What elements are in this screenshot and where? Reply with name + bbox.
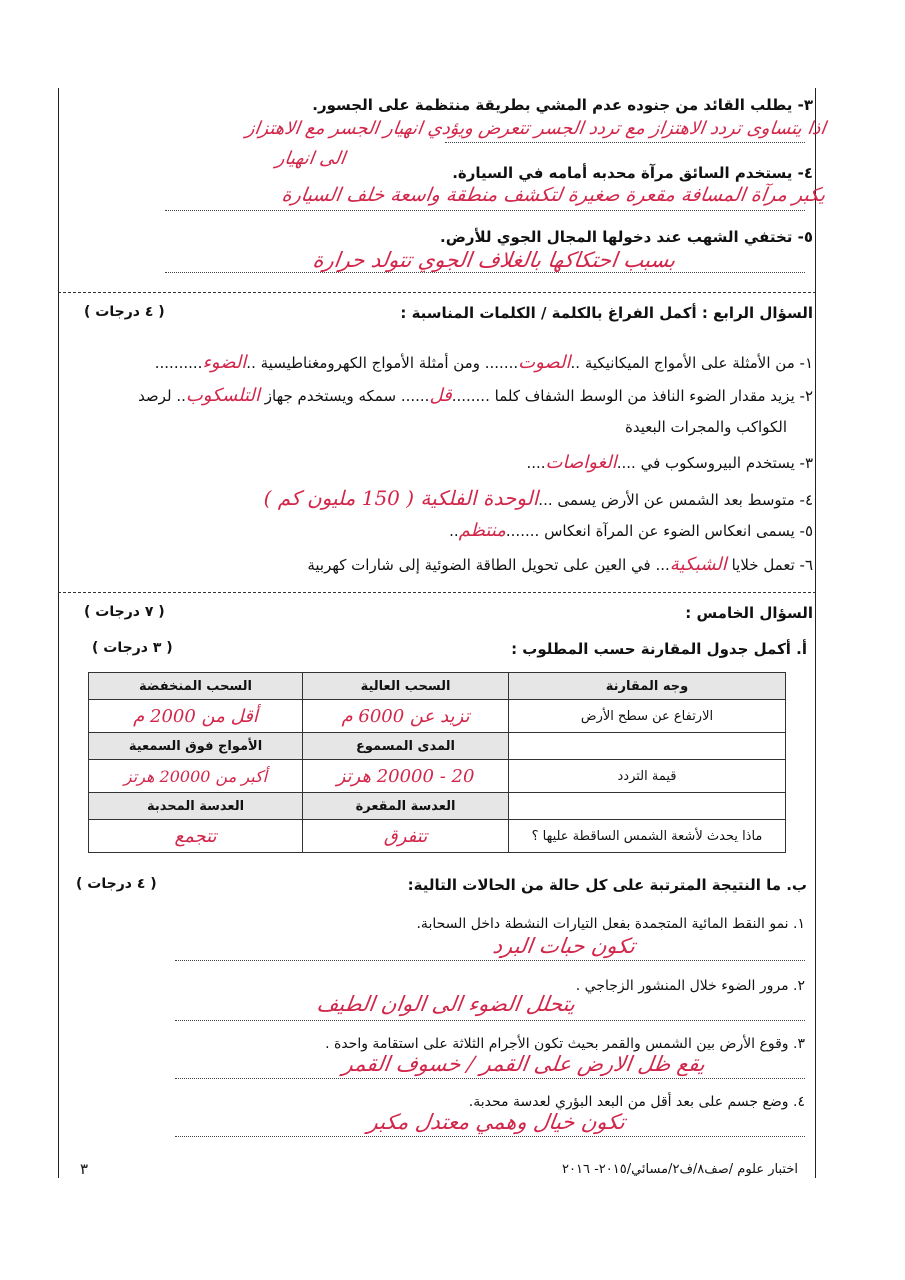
result-item-3-line — [175, 1078, 805, 1079]
q5-prompt: ٥- تختفي الشهب عند دخولها المجال الجوي للأرض. — [440, 228, 813, 246]
column-header: العدسة المقعرة — [303, 793, 509, 820]
aspect-cell: قيمة التردد — [509, 760, 786, 793]
q4-answer-line — [165, 210, 805, 211]
fill-item-2-text-c: لرصد — [138, 387, 172, 405]
aspect-header: وجه المقارنة — [509, 673, 786, 700]
q5-grade: ( ٧ درجات ) — [84, 604, 165, 620]
table-row — [89, 820, 786, 853]
q5-handwritten-answer: بسبب احتكاكها بالغلاف الجوي تتولد حرارة — [311, 248, 677, 272]
fill-item-3-answer: الغواصات — [545, 452, 617, 473]
q5a-grade: ( ٣ درجات ) — [92, 640, 173, 656]
result-item-3-prompt: ٣. وقوع الأرض بين الشمس والقمر بحيث تكون الأجرام الثلاثة على استقامة واحدة . — [325, 1036, 805, 1052]
fill-item-4-text: ٤- متوسط بعد الشمس عن الأرض يسمى — [557, 491, 813, 509]
q4-title: السؤال الرابع : أكمل الفراغ بالكلمة / الكلمات المناسبة : — [400, 304, 813, 322]
fill-item-3-text: ٣- يستخدم البيروسكوب في — [640, 454, 813, 472]
q5-answer-line — [165, 272, 805, 273]
answer-cell: تتجمع — [174, 825, 217, 847]
table-header-row — [89, 793, 786, 820]
fill-item-2-cont: الكواكب والمجرات البعيدة — [624, 418, 787, 436]
result-item-1-line — [175, 960, 805, 961]
answer-cell: أكبر من 20000 هرتز — [123, 766, 268, 786]
column-header: السحب المنخفضة — [89, 673, 303, 700]
q3-prompt: ٣- يطلب القائد من جنوده عدم المشي بطريقة منتظمة على الجسور. — [312, 96, 813, 114]
answer-cell: 20 - 20000 هرتز — [336, 765, 475, 787]
result-item-4-line — [175, 1136, 805, 1137]
column-header: العدسة المحدبة — [89, 793, 303, 820]
result-item-2-line — [175, 1020, 805, 1021]
q4-prompt: ٤- يستخدم السائق مرآة محدبه أمامه في السيارة. — [452, 164, 813, 182]
result-item-4-prompt: ٤. وضع جسم على بعد أقل من البعد البؤري لعدسة محدبة. — [468, 1094, 805, 1110]
answer-cell: تتفرق — [383, 825, 428, 847]
q3-handwritten-answer-cont: الى انهيار — [274, 148, 347, 169]
q5-title: السؤال الخامس : — [685, 604, 813, 622]
q5b-grade: ( ٤ درجات ) — [76, 876, 157, 892]
q4-handwritten-answer: يكبر مرآة المسافة مقعرة صغيرة لتكشف منطقة واسعة خلف السيارة — [280, 184, 827, 206]
q3-answer-line — [445, 142, 805, 143]
result-item-1-answer: تكون حبات البرد — [491, 934, 637, 958]
fill-item-1: ١- من الأمثلة على الأمواج الميكانيكية ..الصوت....... ومن أمثلة الأمواج الكهرومغناطيسية ..الضوء.......... — [154, 352, 813, 373]
footer-exam-info: اختبار علوم /صف٨/ف٢/مسائي/٢٠١٥- ٢٠١٦ — [562, 1162, 798, 1177]
page-number: ٣ — [80, 1160, 89, 1178]
fill-item-2-answer-b: التلسكوب — [185, 385, 260, 406]
table-header-row — [89, 733, 786, 760]
fill-item-2: ٢- يزيد مقدار الضوء النافذ من الوسط الشفاف كلما ........قل...... سمكه ويستخدم جهاز التلسكوب.. لرصد — [138, 385, 813, 406]
fill-item-6-text-b: في العين على تحويل الطاقة الضوئية إلى شارات كهربية — [307, 556, 651, 574]
fill-item-3: ٣- يستخدم البيروسكوب في ....الغواصات.... — [526, 452, 813, 473]
table-row — [89, 700, 786, 733]
table-header-row — [89, 673, 786, 700]
q5a-title: أ. أكمل جدول المقارنة حسب المطلوب : — [511, 640, 807, 658]
fill-item-2-answer-a: قل — [429, 385, 452, 406]
q5b-title: ب. ما النتيجة المترتبة على كل حالة من الحالات التالية: — [407, 876, 807, 894]
result-item-1-prompt: ١. نمو النقط المائية المتجمدة بفعل التيارات النشطة داخل السحابة. — [416, 916, 805, 932]
fill-item-1-answer-a: الصوت — [518, 352, 571, 373]
fill-item-4: ٤- متوسط بعد الشمس عن الأرض يسمى ...الوحدة الفلكية ( 150 مليون كم ) — [263, 486, 813, 510]
table-row — [89, 760, 786, 793]
fill-item-6: ٦- تعمل خلايا الشبكية... في العين على تحويل الطاقة الضوئية إلى شارات كهربية — [307, 554, 813, 575]
comparison-table — [88, 672, 786, 853]
column-header: المدى المسموع — [303, 733, 509, 760]
column-header: الأمواج فوق السمعية — [89, 733, 303, 760]
result-item-3-answer: يقع ظل الارض على القمر / خسوف القمر — [341, 1052, 707, 1076]
fill-item-1-answer-b: الضوء — [202, 352, 247, 373]
fill-item-5: ٥- يسمى انعكاس الضوء عن المرآة انعكاس .......منتظم.. — [449, 520, 813, 541]
result-item-2-answer: يتحلل الضوء الى الوان الطيف — [315, 992, 577, 1016]
aspect-cell: الارتفاع عن سطح الأرض — [509, 700, 786, 733]
q4-grade: ( ٤ درجات ) — [84, 304, 165, 320]
fill-item-1-text-a: ١- من الأمثلة على الأمواج الميكانيكية — [584, 354, 813, 372]
fill-item-6-text-a: ٦- تعمل خلايا — [731, 556, 813, 574]
fill-item-6-answer: الشبكية — [669, 554, 727, 575]
answer-cell: تزيد عن 6000 م — [341, 705, 470, 727]
aspect-cell: ماذا يحدث لأشعة الشمس الساقطة عليها ؟ — [509, 820, 786, 853]
answer-cell: أقل من 2000 م — [133, 705, 258, 727]
fill-item-4-answer: الوحدة الفلكية ( 150 مليون كم ) — [263, 486, 539, 510]
fill-item-5-text: ٥- يسمى انعكاس الضوء عن المرآة انعكاس — [544, 522, 813, 540]
result-item-2-prompt: ٢. مرور الضوء خلال المنشور الزجاجي . — [575, 978, 805, 994]
column-header: السحب العالية — [303, 673, 509, 700]
section-separator — [58, 592, 816, 593]
fill-item-2-text-b: سمكه ويستخدم جهاز — [264, 387, 397, 405]
fill-item-2-text-a: ٢- يزيد مقدار الضوء النافذ من الوسط الشفاف كلما — [494, 387, 813, 405]
q3-handwritten-answer: اذا يتساوى تردد الاهتزاز مع تردد الجسر تتعرض ويؤدي انهيار الجسر مع الاهتزاز — [244, 118, 827, 139]
section-separator — [58, 292, 816, 293]
fill-item-1-text-b: ومن أمثلة الأمواج الكهرومغناطيسية — [260, 354, 480, 372]
result-item-4-answer: تكون خيال وهمي معتدل مكبر — [366, 1110, 627, 1134]
fill-item-5-answer: منتظم — [458, 520, 506, 541]
